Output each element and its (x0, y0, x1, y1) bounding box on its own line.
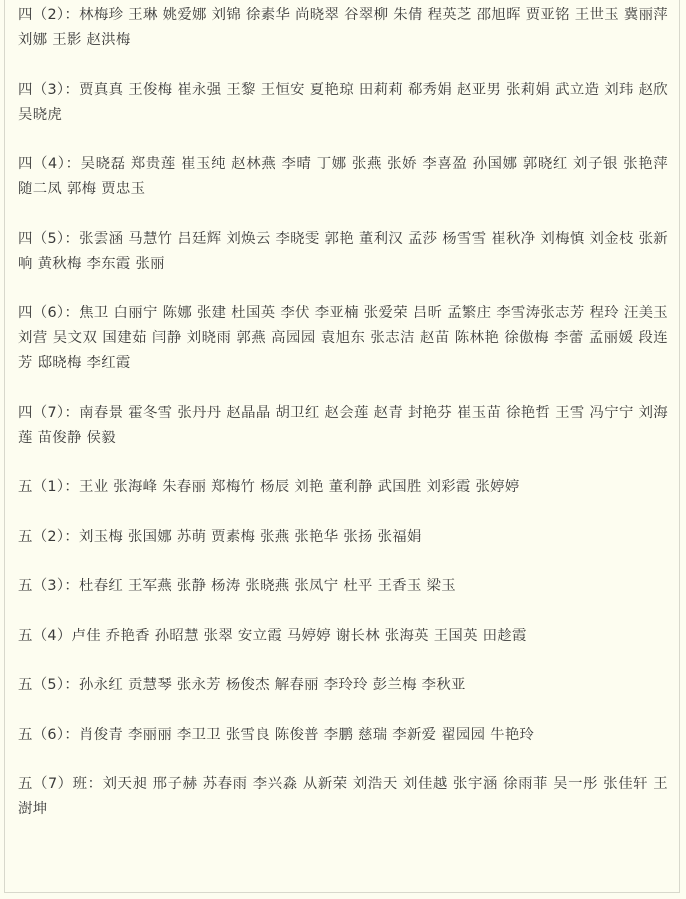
spacer (18, 698, 668, 723)
class-5-4-names: 五（4）卢佳 乔艳香 孙昭慧 张翠 安立霞 马婷婷 谢长林 张海英 王国英 田趁霞 (18, 627, 527, 644)
class-5-5-names: 五（5）：孙永红 贡慧琴 张永芳 杨俊杰 解春丽 李玲玲 彭兰梅 李秋亚 (18, 677, 466, 693)
spacer (18, 128, 668, 153)
class-4-6-names: 四（6）：焦卫 白丽宁 陈娜 张建 杜国英 李伏 李亚楠 张爱荣 吕昕 孟繁庄 李雪涛张志芳 程玲 汪美玉 刘营 吴文双 国建茹 闫静 刘晓雨 郭燕 高园园 袁旭东 张志洁 赵苗 陈林艳 徐傲梅 李蕾 孟丽媛 段连芳 邸晓梅 李红霞 (18, 305, 668, 371)
class-4-4-names: 四（4）：吴晓磊 郑贵莲 崔玉纯 赵林燕 李晴 丁娜 张燕 张娇 李喜盈 孙国娜 郭晓红 刘子银 张艳萍 随二凤 郭梅 贾忠玉 (18, 156, 668, 197)
spacer (18, 599, 668, 624)
spacer (18, 649, 668, 674)
spacer (18, 748, 668, 773)
class-5-3-names: 五（3）：杜春红 王军燕 张静 杨涛 张晓燕 张凤宁 杜平 王香玉 梁玉 (18, 578, 456, 594)
class-5-1-names: 五（1）：王业 张海峰 朱春丽 郑梅竹 杨辰 刘艳 董利静 武国胜 刘彩霞 张婷婷 (18, 479, 520, 495)
spacer (18, 53, 668, 78)
class-list (18, 3, 668, 822)
class-4-2-names: 四（2）：林梅珍 王琳 姚爱娜 刘锦 徐素华 尚晓翠 谷翠柳 朱倩 程英芝 邵旭晖 贾亚铭 王世玉 冀丽萍 刘娜 王影 赵洪梅 (18, 7, 668, 48)
class-5-6-names: 五（6）：肖俊青 李丽丽 李卫卫 张雪良 陈俊普 李鹏 慈瑞 李新爱 翟园园 牛艳玲 (18, 726, 535, 743)
class-4-7-names: 四（7）：南春景 霍冬雪 张丹丹 赵晶晶 胡卫红 赵会莲 赵青 封艳芬 崔玉苗 徐艳哲 王雪 冯宁宁 刘海莲 苗俊静 侯毅 (18, 404, 668, 446)
spacer (18, 500, 668, 525)
class-4-3-names: 四（3）：贾真真 王俊梅 崔永强 王黎 王恒安 夏艳琼 田莉莉 郗秀娟 赵亚男 张莉娟 武立造 刘玮 赵欣 吴晓虎 (18, 81, 668, 123)
spacer (18, 202, 668, 227)
class-5-2-names: 五（2）：刘玉梅 张国娜 苏萌 贾素梅 张燕 张艳华 张扬 张福娟 (18, 528, 422, 545)
spacer (18, 451, 668, 476)
class-5-7-names: 五（7）班：刘天昶 邢子赫 苏春雨 李兴淼 从新荣 刘浩天 刘佳越 张宇涵 徐雨菲 吴一彤 张佳轩 王澍坤 (18, 776, 668, 817)
spacer (18, 376, 668, 401)
class-4-5-names: 四（5）：张雲涵 马慧竹 吕廷辉 刘焕云 李晓雯 郭艳 董利汉 孟莎 杨雪雪 崔秋净 刘梅慎 刘金枝 张新响 黄秋梅 李东霞 张丽 (18, 230, 668, 272)
spacer (18, 550, 668, 575)
spacer (18, 277, 668, 302)
